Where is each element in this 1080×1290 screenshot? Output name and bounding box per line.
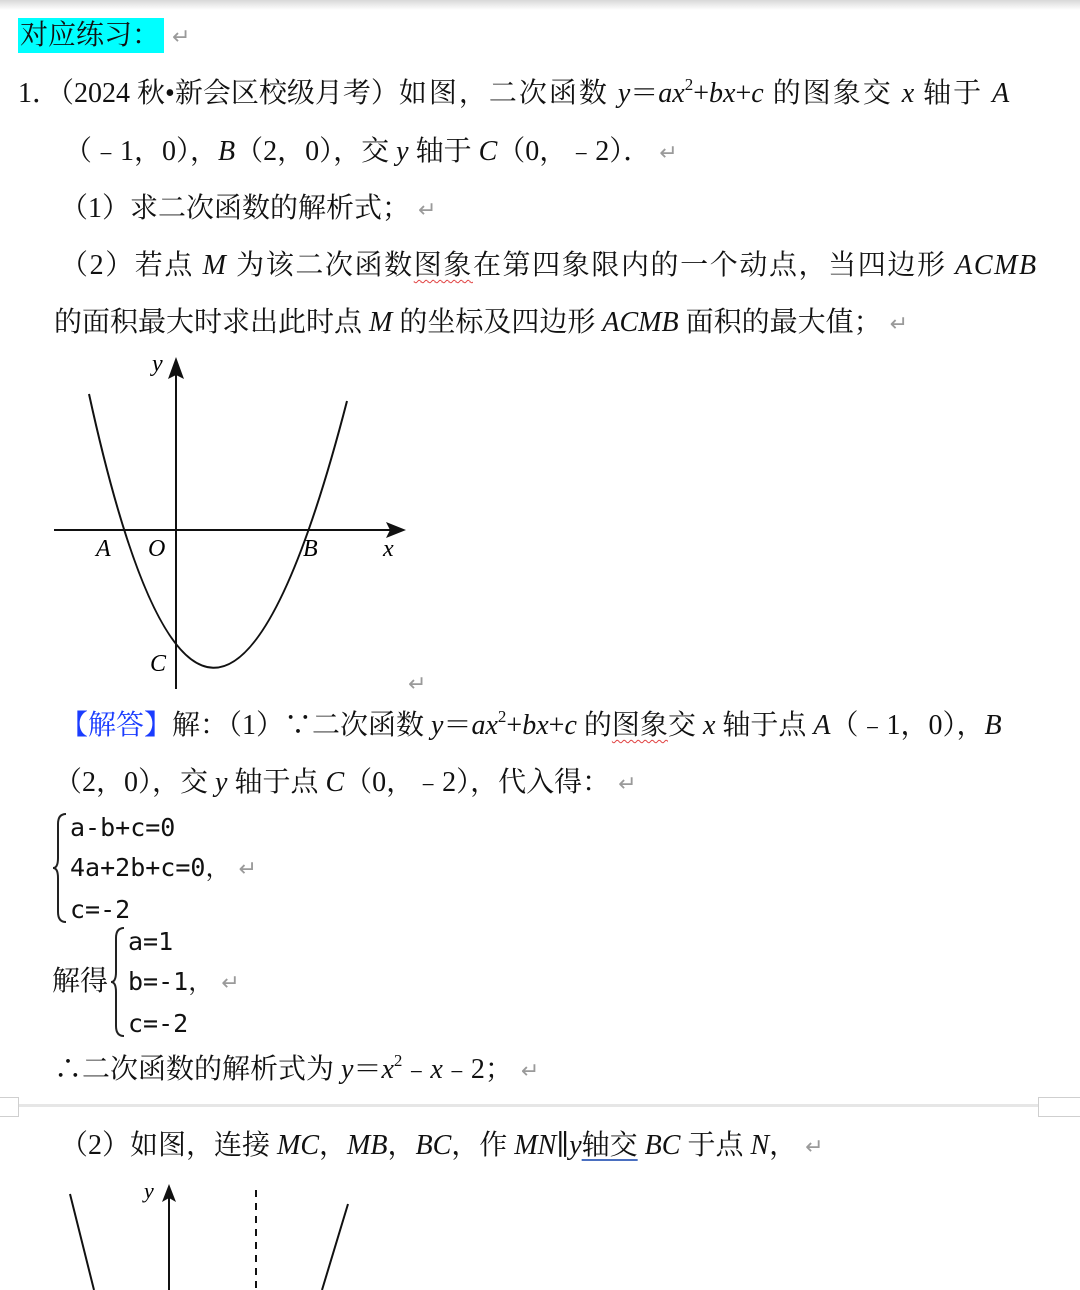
equals: ＝ xyxy=(443,710,472,741)
text: ， xyxy=(387,1130,416,1161)
point-N: N xyxy=(750,1130,770,1161)
point-C: C xyxy=(325,767,345,798)
text: （2，0），交 xyxy=(54,767,216,798)
paragraph-mark-icon: ↵ xyxy=(408,672,427,697)
equation-system xyxy=(70,808,257,930)
solution-a: a=1 xyxy=(128,927,174,956)
equals: ＝ xyxy=(353,1054,382,1085)
paragraph-mark-icon: ↵ xyxy=(889,312,909,337)
point-A: A xyxy=(813,710,831,741)
text: （2）若点 xyxy=(60,250,203,281)
problem-stem-line-2 xyxy=(64,134,678,172)
plus: + xyxy=(548,710,565,741)
var-y: y xyxy=(569,1130,582,1161)
text: 的面积最大时求出此时点 xyxy=(54,307,370,338)
minus: ﹣ xyxy=(402,1054,431,1085)
text: 轴于 xyxy=(914,78,993,109)
plus: + xyxy=(693,78,710,109)
text: （2，0），交 xyxy=(235,136,397,167)
var-x: x xyxy=(901,78,915,109)
spellcheck-underlined-text: 图象 xyxy=(611,710,668,741)
left-brace-icon xyxy=(110,926,128,1038)
text: 于点 xyxy=(680,1130,751,1161)
text: （﹣1，0）， xyxy=(830,710,985,741)
paragraph-mark-icon: ↵ xyxy=(805,1135,824,1160)
point-B: B xyxy=(984,710,1002,741)
paragraph-mark-icon: ↵ xyxy=(659,141,678,166)
plus: + xyxy=(506,710,523,741)
point-M: M xyxy=(369,307,393,338)
page-corner-marker-left xyxy=(0,1097,19,1117)
solution-conclusion xyxy=(54,1052,539,1090)
var-y: y xyxy=(617,78,631,109)
parabola-right-branch xyxy=(322,1204,348,1290)
paragraph-mark-icon: ↵ xyxy=(520,1059,540,1084)
text: ，作 xyxy=(451,1130,515,1161)
segment-MC: MC xyxy=(277,1130,320,1161)
question-2-line-1 xyxy=(60,248,1038,284)
superscript: 2 xyxy=(684,75,694,94)
page-corner-marker-right xyxy=(1038,1097,1080,1117)
parabola-figure-2 xyxy=(40,1170,400,1290)
section-heading-line xyxy=(18,18,190,56)
label-y: y xyxy=(152,351,163,377)
part-2-line xyxy=(60,1128,824,1166)
text: 面积的最大值； xyxy=(678,307,882,338)
parallel-symbol: ∥ xyxy=(556,1130,570,1161)
problem-source: （2024 秋•新会区校级月考） xyxy=(60,78,399,109)
text: ﹣2； xyxy=(442,1054,513,1085)
solution-b: b=-1， xyxy=(128,967,214,996)
page-break xyxy=(0,1104,1080,1107)
solution-line-2 xyxy=(54,765,637,803)
text: （0，﹣2）． xyxy=(497,136,652,167)
text: ∴二次函数的解析式为 xyxy=(54,1054,342,1085)
grammar-underlined-text: 轴交 xyxy=(581,1130,638,1161)
quad-ACMB: ACMB xyxy=(955,250,1038,281)
quad-ACMB: ACMB xyxy=(602,307,679,338)
problem-number: 1． xyxy=(18,78,61,109)
parabola-left-branch xyxy=(70,1194,94,1290)
superscript: 2 xyxy=(497,707,507,726)
text: 轴于点 xyxy=(715,710,814,741)
text: 为该二次函数 xyxy=(227,250,414,281)
paragraph-mark-icon: ↵ xyxy=(418,198,437,223)
segment-BC: BC xyxy=(644,1130,681,1161)
equation-2: 4a+2b+c=0， xyxy=(70,853,231,882)
point-M: M xyxy=(202,250,228,281)
point-C: C xyxy=(478,136,498,167)
var-x: x xyxy=(381,1054,394,1085)
point-A: A xyxy=(992,78,1010,109)
equation-1: a-b+c=0 xyxy=(70,813,176,842)
text: 轴于 xyxy=(408,136,479,167)
label-x: x xyxy=(383,536,394,562)
paragraph-mark-icon: ↵ xyxy=(172,25,191,50)
solution-b-row xyxy=(128,962,240,1004)
question-1 xyxy=(60,191,436,229)
text: ， xyxy=(769,1130,798,1161)
label-B: B xyxy=(303,536,318,562)
var-ax: ax xyxy=(658,78,685,109)
equation-3: c=-2 xyxy=(70,895,131,924)
label-A: A xyxy=(96,536,111,562)
problem-stem-line-1 xyxy=(18,76,1009,112)
text: 交 xyxy=(667,710,703,741)
var-y: y xyxy=(431,710,444,741)
segment-BC: BC xyxy=(415,1130,452,1161)
segment-MB: MB xyxy=(347,1130,388,1161)
label-O: O xyxy=(148,536,166,562)
var-c: c xyxy=(564,710,577,741)
left-brace-icon xyxy=(52,812,70,924)
point-B: B xyxy=(218,136,236,167)
label-C: C xyxy=(150,651,167,677)
text: （0，﹣2），代入得： xyxy=(344,767,611,798)
text: （﹣1，0）， xyxy=(64,136,219,167)
text xyxy=(638,1130,645,1161)
paragraph-mark-icon: ↵ xyxy=(238,857,257,882)
text: 如图，二次函数 xyxy=(398,78,618,109)
superscript: 2 xyxy=(393,1051,403,1070)
equation-2-row xyxy=(70,848,257,890)
var-y: y xyxy=(341,1054,354,1085)
var-bx: bx xyxy=(522,710,549,741)
text: 的坐标及四边形 xyxy=(392,307,603,338)
solved-label: 解得 xyxy=(52,966,109,997)
question-2-line-2 xyxy=(54,305,908,343)
parabola-figure xyxy=(40,345,440,705)
text: ， xyxy=(319,1130,348,1161)
text: 轴于点 xyxy=(227,767,326,798)
text: 的图象交 xyxy=(763,78,902,109)
var-y: y xyxy=(215,767,228,798)
text: 的 xyxy=(576,710,612,741)
label-y: y xyxy=(144,1178,154,1203)
page-top-shadow xyxy=(0,0,1080,10)
equals: ＝ xyxy=(630,78,659,109)
text: 在第四象限内的一个动点，当四边形 xyxy=(472,250,956,281)
segment-MN: MN xyxy=(514,1130,557,1161)
section-heading: 对应练习： xyxy=(18,18,164,53)
var-c: c xyxy=(751,78,764,109)
text: （2）如图，连接 xyxy=(60,1130,278,1161)
plus: + xyxy=(735,78,752,109)
var-x: x xyxy=(430,1054,443,1085)
solution-c: c=-2 xyxy=(128,1009,189,1038)
solution-line-1 xyxy=(60,708,1002,744)
var-ax: ax xyxy=(471,710,498,741)
var-bx: bx xyxy=(709,78,736,109)
spellcheck-underlined-text: 图象 xyxy=(413,250,473,281)
var-y: y xyxy=(396,136,409,167)
solved-system xyxy=(128,922,240,1044)
question-1-text: （1）求二次函数的解析式； xyxy=(60,193,411,224)
var-x: x xyxy=(702,710,716,741)
paragraph-mark-icon: ↵ xyxy=(221,971,240,996)
answer-tag: 【解答】 xyxy=(60,710,173,741)
text: 解：（1）∵二次函数 xyxy=(172,710,432,741)
paragraph-mark-icon: ↵ xyxy=(618,772,637,797)
